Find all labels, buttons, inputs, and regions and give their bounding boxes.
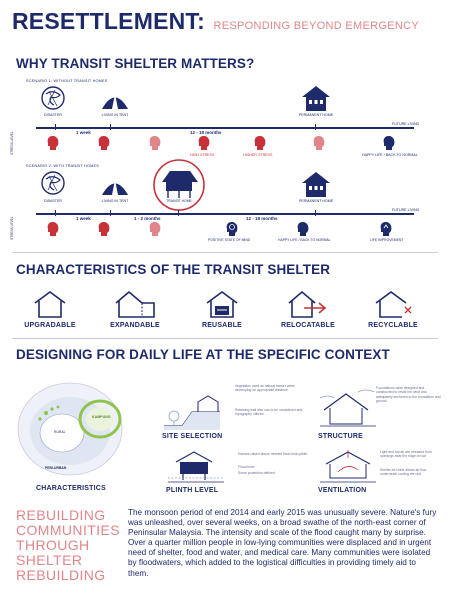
disaster-storm-icon [40,170,66,196]
s1-tent-caption: LIVING IN TENT [101,113,129,117]
char-recyclable [353,290,433,329]
s2-future-caption: FUTURE LIVING [392,208,420,212]
rebuilding-heading: REBUILDING COMMUNITIES THROUGH SHELTER REBUILDING [16,507,120,583]
char-expandable [95,290,175,329]
section-title-why: WHY TRANSIT SHELTER MATTERS? [16,56,255,71]
house-upgradable-icon [32,290,68,318]
disaster-storm-icon [40,85,66,111]
section-title-designing: DESIGNING FOR DAILY LIFE AT THE SPECIFIC CONTEXT [16,347,390,362]
ventilation-label: VENTILATION [318,487,367,494]
plinth-level-label: PLINTH LEVEL [166,487,219,494]
plinth-note-3: Some protection defined [238,471,275,475]
zone-kampung-label: KAMPUNG [92,415,111,419]
char-label: RECYCLABLE [368,322,418,329]
char-reusable [182,290,262,329]
s2-months-b-label: 12 - 18 months [246,216,278,221]
s2-tick [110,210,111,216]
head-stress-icon [312,135,326,151]
char-label: UPGRADABLE [24,322,76,329]
head-positive-icon [224,221,240,237]
s2-tick [178,210,179,216]
scenario1-label: SCENARIO 1: WITHOUT TRANSIT HOMES [26,79,108,83]
permanent-home-icon [300,170,332,198]
s2-improve: LIFE IMPROVEMENT [370,238,404,242]
s1-timeline [36,127,414,129]
char-label: EXPANDABLE [110,322,160,329]
head-stress-icon [148,135,162,151]
house-reusable-icon [204,290,240,318]
s1-happy: HAPPY LIFE / BACK TO NORMAL [362,153,418,157]
site-selection-drawing [162,386,222,430]
ventilation-drawing [318,448,378,486]
scenario2-label: SCENARIO 2: WITH TRANSIT HOMES [26,164,99,168]
head-stress-icon [97,221,111,237]
head-happy-icon [296,221,310,237]
transit-home-highlight [152,158,206,212]
permanent-home-icon [300,84,332,112]
tent-icon [100,90,130,110]
head-higher-stress-icon [253,135,267,151]
s2-positive: POSITIVE STATE OF MIND [208,238,251,242]
structure-drawing [318,386,378,430]
section-title-characteristics: CHARACTERISTICS OF THE TRANSIT SHELTER [16,262,331,277]
char-label: REUSABLE [201,322,243,329]
s1-permanent-caption: PERMANENT HOME [298,113,334,117]
s2-tent-caption: LIVING IN TENT [101,199,129,203]
structure-label: STRUCTURE [318,433,363,440]
s2-week-label: 1 week [76,216,91,221]
char-label: RELOCATABLE [280,322,336,329]
context-zones-diagram [12,373,142,481]
s1-tick [55,124,56,130]
zone-rural-label: RURAL [54,430,66,434]
s1-vertical-label: STRESS LEVEL [10,131,14,155]
s1-tick [110,124,111,130]
vent-note-1: Light and hot air are released from openings near the ridge of roof [380,450,432,459]
s2-timeline [36,213,414,215]
house-expandable-icon [113,290,157,318]
head-happy-icon [382,135,396,151]
s2-transit-caption: TRANSIT HOME [166,199,192,203]
head-stress-icon [148,221,162,237]
head-improve-icon [378,221,394,237]
char-relocatable [268,290,348,329]
site-selection-label: SITE SELECTION [162,433,223,440]
divider [12,252,438,253]
house-relocatable-icon [286,290,330,318]
char-upgradable [10,290,90,329]
s1-higher-stress: HIGHER STRESS [243,153,273,157]
site-note-1: Vegetation used as natural barrier when developing on appropriate distance [235,384,295,393]
page-header [12,8,419,35]
s1-high-stress: HIGH STRESS [190,153,215,157]
tent-icon [100,176,130,196]
s1-disaster-caption: DISASTER [44,113,62,117]
vent-note-2: Shelter air inlets allows air flow underneath cooling the unit [380,468,427,477]
page-title: RESETTLEMENT: [12,8,205,34]
plinth-note-1: Houses raised above needed flood level plinth [238,452,308,456]
head-stress-icon [46,135,60,151]
characteristics-label: CHARACTERISTICS [36,485,106,492]
s1-months-label: 12 - 18 months [190,130,222,135]
s2-tick [55,210,56,216]
head-stress-icon [97,135,111,151]
s1-week-label: 1 week [76,130,91,135]
s1-future-caption: FUTURE LIVING [392,122,420,126]
s2-disaster-caption: DISASTER [44,199,62,203]
structure-note: Foundations were designed and constructed to resist the wind and adequately anchored to the foundation and ground [376,386,441,403]
s2-tick [315,210,316,216]
divider [12,338,438,339]
plinth-level-drawing [166,448,226,486]
house-recyclable-icon [373,290,413,318]
s2-months-a-label: 1 - 2 months [134,216,161,221]
plinth-note-2: Flood level [238,465,255,469]
page-subtitle: RESPONDING BEYOND EMERGENCY [213,20,419,32]
site-note-2: Retaining wall also can to be considered and topography utilized [235,408,303,417]
s2-permanent-caption: PERMANENT HOME [298,199,334,203]
s2-vertical-label: STRESS LEVEL [10,216,14,240]
s1-tick [315,124,316,130]
zone-urban-label: PERI-URBAN [45,466,67,470]
body-paragraph: The monsoon period of end 2014 and early 2015 was unusually severe. Nature's fury was unleashed, over several weeks, on a broad swathe of the north-east corner of Peninsular Malaysia. The intensity and scale of the flood caught many by surprise. Over a quarter million people in low-lying communities were displaced and in urgent need of shelter, food and water, and medical care. Many communities were isolated by floodwaters, which added to the logistical difficulties in providing timely aid to them. [128,508,437,578]
s2-happy: HAPPY LIFE / BACK TO NORMAL [278,238,331,242]
head-high-stress-icon [197,135,211,151]
head-stress-icon [46,221,60,237]
